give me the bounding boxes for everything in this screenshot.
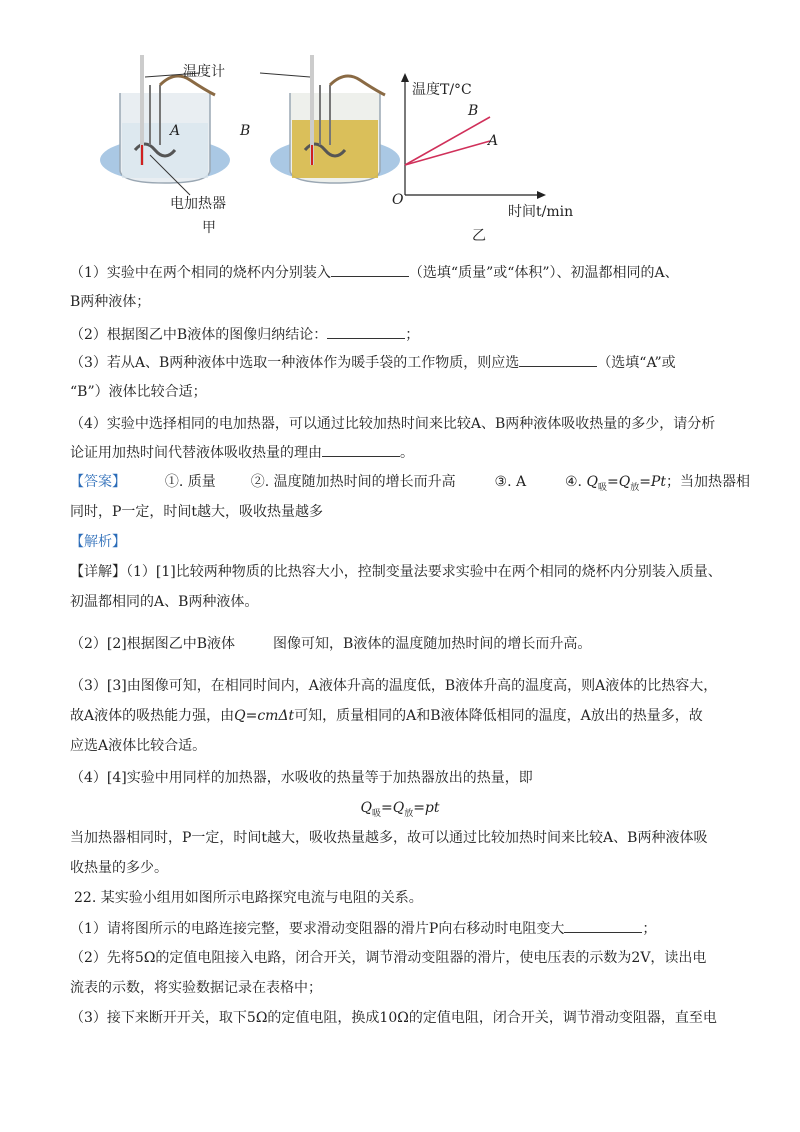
q2-line: （2）根据图乙中B液体的图像归纳结论： ； [70, 324, 419, 345]
answer-tag: 【答案】 [70, 474, 126, 490]
q3-blank[interactable] [519, 352, 597, 367]
q22-s3a: （3）接下来断开开关，取下5Ω的定值电阻，换成10Ω的定值电阻，闭合开关，调节滑动变阻器，直至电 [70, 1010, 717, 1026]
q1-line2: B两种液体； [70, 294, 151, 310]
series-line-A [405, 141, 490, 165]
q1-line1: （1）实验中在两个相同的烧杯内分别装入 （选填“质量”或“体积”）、初温都相同的A、 [70, 262, 679, 283]
series-line-B [405, 117, 490, 165]
q4-line2: 论证用加热时间代替液体吸收热量的理由 。 [70, 442, 414, 463]
line-B-label: B [468, 103, 479, 119]
q4-line1: （4）实验中选择相同的电加热器，可以通过比较加热时间来比较A、B两种液体吸收热量的多少，请分析 [70, 416, 716, 432]
q22-title: 22. 某实验小组用如图所示电路探究电流与电阻的关系。 [74, 890, 423, 906]
q22-blank-1[interactable] [564, 918, 642, 933]
q3-line1: （3）若从A、B两种液体中选取一种液体作为暖手袋的工作物质，则应选 （选填“A”或 [70, 352, 676, 373]
figure-area [0, 55, 800, 244]
q1-blank[interactable] [331, 262, 409, 277]
x-axis-label: 时间t/min [508, 204, 574, 220]
q3-line2: “B”）液体比较合适； [70, 384, 207, 400]
detail-p4c: 收热量的多少。 [70, 860, 168, 876]
detail-p2: （2）[2]根据图乙中B液体 图像可知，B液体的温度随加热时间的增长而升高。 [70, 636, 592, 652]
label-A-beaker: A [170, 123, 181, 139]
label-thermometer: 温度计 [183, 64, 225, 80]
graph-caption: 乙 [472, 228, 486, 244]
detail-p1a: 【详解】（1）[1]比较两种物质的比热容大小，控制变量法要求实验中在两个相同的烧杯内分别装入质量、 [70, 564, 722, 580]
x-axis-arrow [537, 191, 546, 199]
q22-s2b: 流表的示数，将实验数据记录在表格中； [70, 980, 322, 996]
detail-p1b: 初温都相同的A、B两种液体。 [70, 594, 259, 610]
detail-p3b: 故A液体的吸热能力强，由Q=cmΔt可知，质量相同的A和B液体降低相同的温度，A放出的热量多，故 [70, 708, 703, 724]
y-axis-arrow [401, 73, 409, 82]
label-heater: 电加热器 [170, 196, 226, 212]
q22-s1: （1）请将图所示的电路连接完整，要求滑动变阻器的滑片P向右移动时电阻变大 ； [70, 918, 656, 939]
label-B-beaker: B [240, 123, 251, 139]
detail-p3a: （3）[3]由图像可知，在相同时间内，A液体升高的温度低，B液体升高的温度高，则A液体的比热容大， [70, 678, 718, 694]
q2-blank[interactable] [327, 324, 405, 339]
analysis-tag: 【解析】 [70, 534, 126, 550]
detail-p4-equation: $Q_吸=Q_放=pt$ [360, 800, 440, 819]
line-A-label: A [488, 133, 499, 149]
label-jia: 甲 [202, 220, 216, 236]
detail-p4b: 当加热器相同时，P一定，时间t越大，吸收热量越多，故可以通过比较加热时间来比较A、B两种液体吸 [70, 830, 708, 846]
detail-p4a: （4）[4]实验中用同样的加热器，水吸收的热量等于加热器放出的热量，即 [70, 770, 533, 786]
y-axis-label: 温度T/°C [412, 82, 472, 98]
q22-s2a: （2）先将5Ω的定值电阻接入电路，闭合开关，调节滑动变阻器的滑片，使电压表的示数为2V，读出电 [70, 950, 707, 966]
answer-line1: 【答案】 ①. 质量 ②. 温度随加热时间的增长而升高 ③. A ④. $Q_吸=Q_放=Pt$；当加热器相 [70, 474, 750, 493]
detail-p3c: 应选A液体比较合适。 [70, 738, 207, 754]
origin-label: O [392, 192, 404, 208]
answer-line2: 同时，P一定，时间t越大，吸收热量越多 [70, 504, 324, 520]
q4-blank[interactable] [322, 442, 400, 457]
